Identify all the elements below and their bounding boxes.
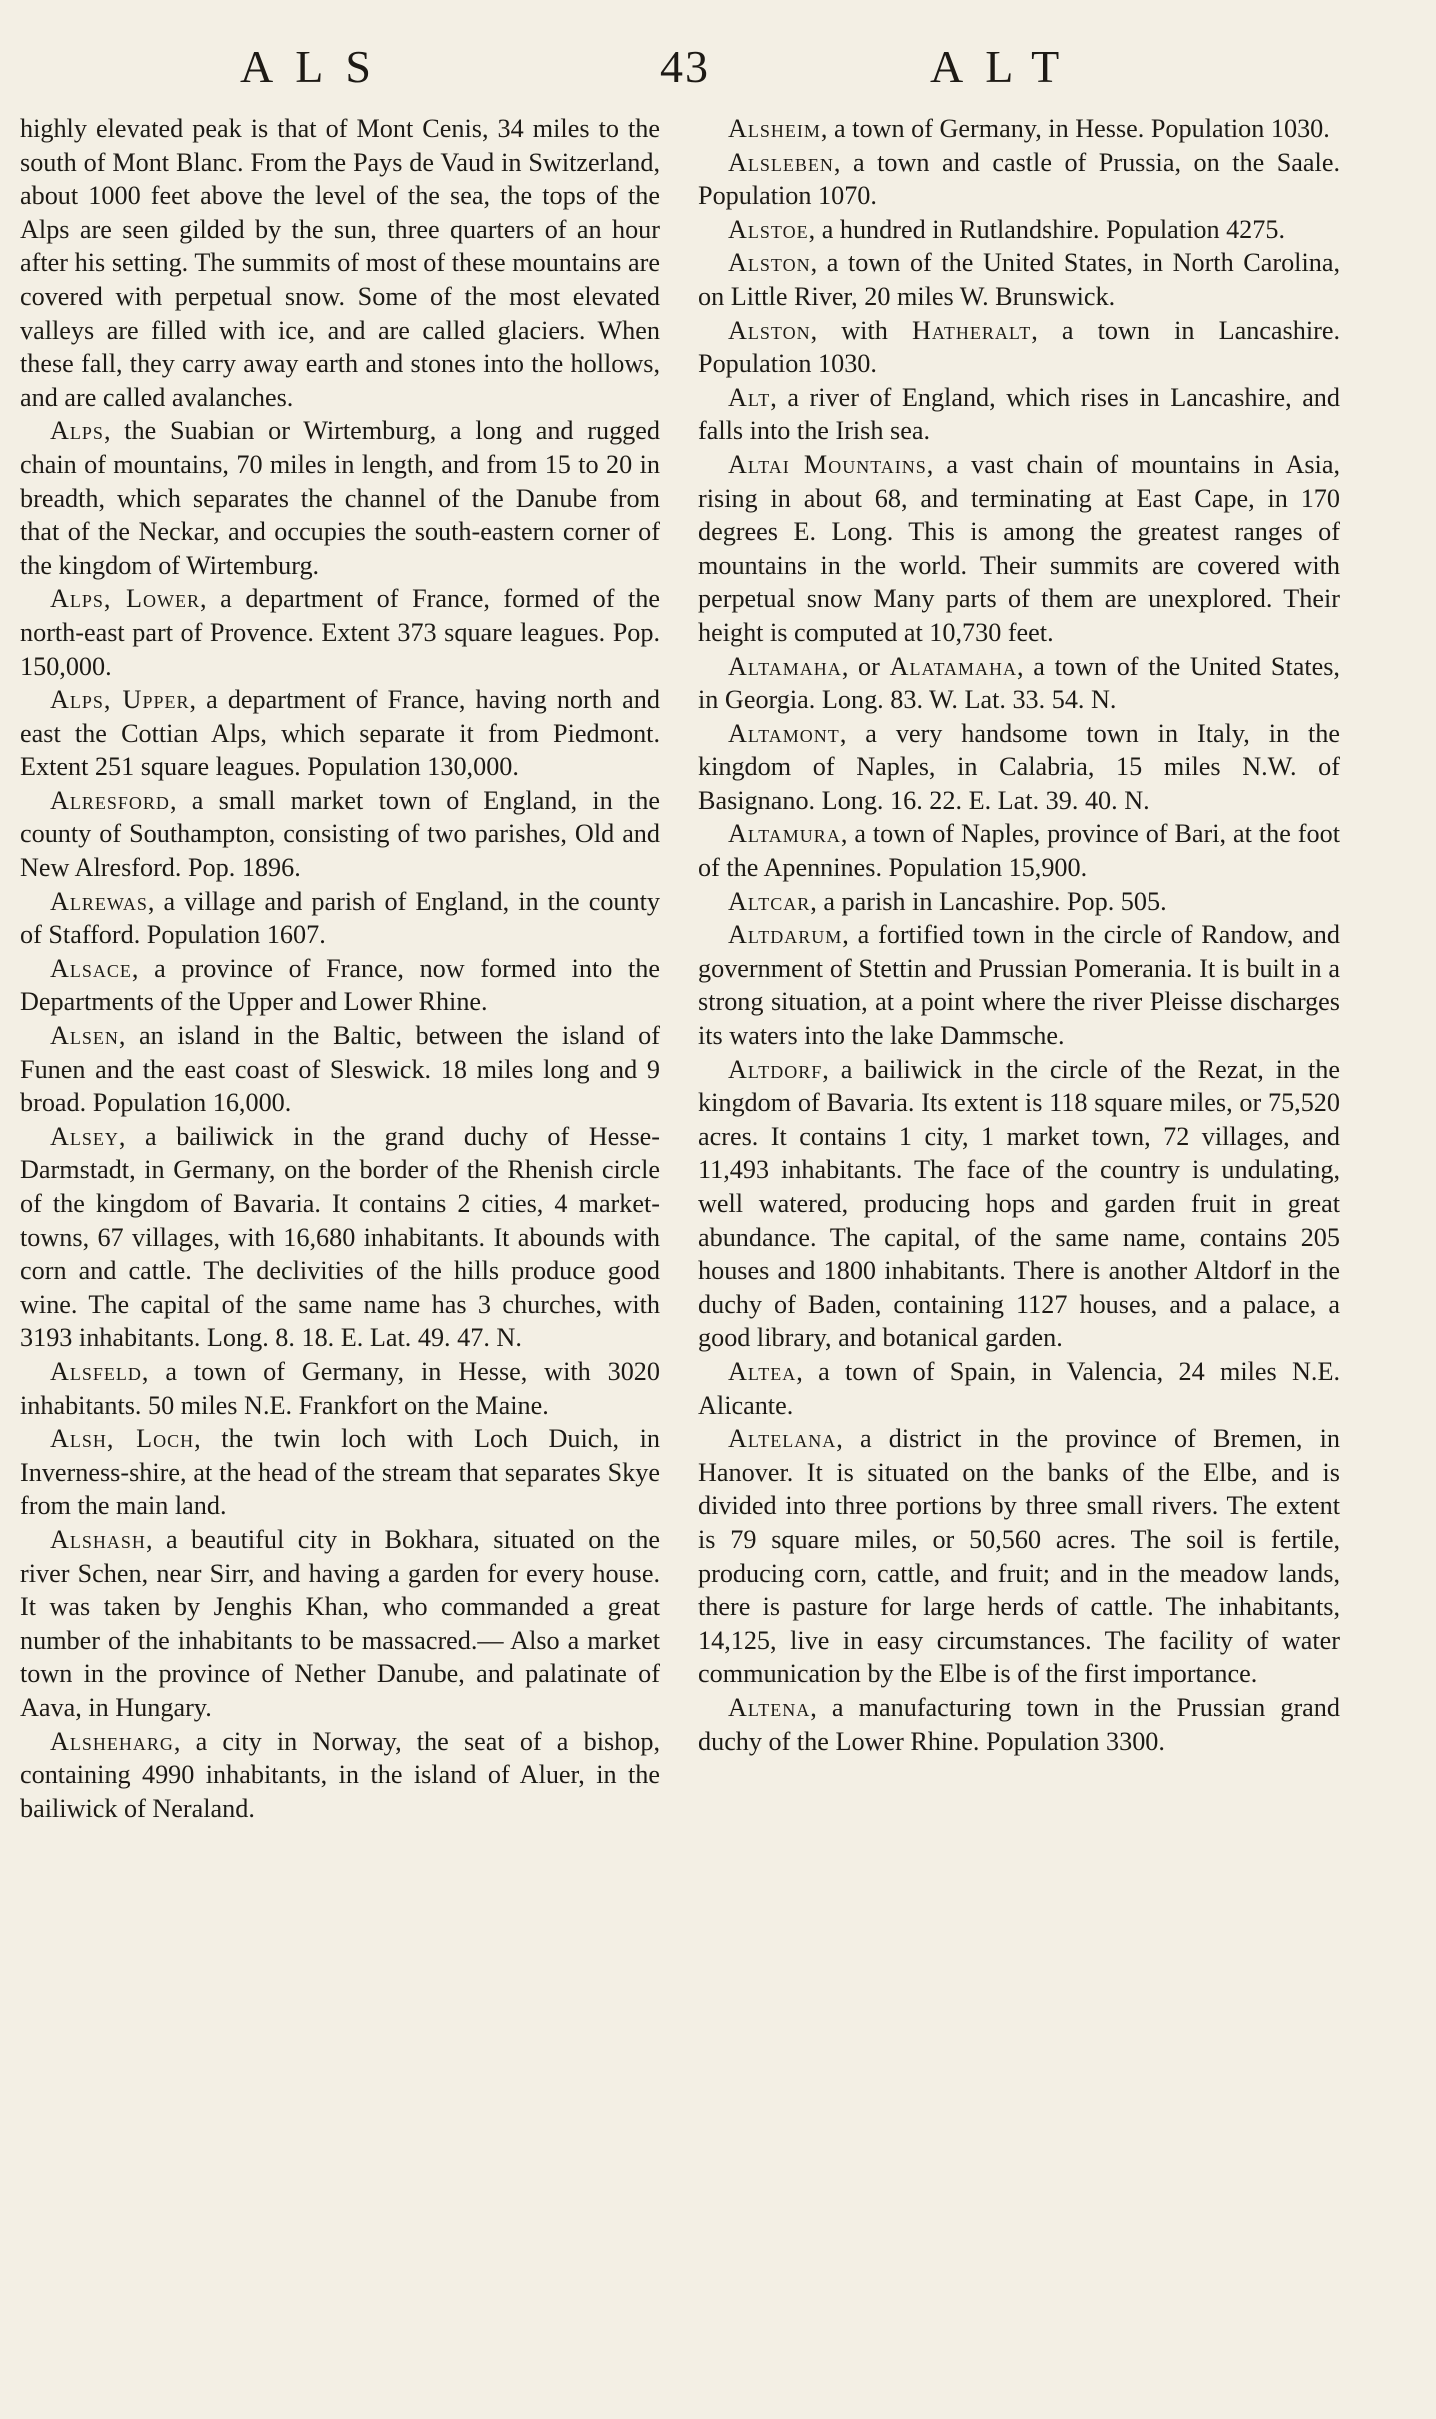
entry-text: , a town of Germany, in Hesse. Population 1030. [820, 114, 1330, 143]
gazetteer-entry [698, 246, 1340, 313]
gazetteer-entry [698, 1053, 1340, 1355]
entry-text: , a river of England, which rises in Lancashire, and falls into the Irish sea. [698, 382, 1340, 446]
gazetteer-entry [698, 650, 1340, 717]
entry-headword: Alstoe [728, 214, 809, 244]
entry-headword: Altea [728, 1356, 797, 1386]
entry-text: , a department of France, having north and east the Cottian Alps, which separate it from Piedmont. Extent 251 square leagues. Population 130,000. [20, 685, 660, 782]
entry-headword: Altai Mountains [728, 449, 927, 479]
entry-text: , a vast chain of mountains in Asia, rising in about 68, and terminating at East Cape, in 170 degrees E. Long. This is among the greatest ranges of mountains in the world. Their summits are covered with perpetual snow Many parts of them are unexplored. Their height is computed at 10,730 feet. [698, 449, 1341, 647]
gazetteer-entry [20, 582, 660, 683]
gazetteer-entry [698, 885, 1340, 919]
gazetteer-entry [20, 1019, 660, 1120]
running-head-left: ALS [240, 41, 393, 92]
entry-headword: Altena [728, 1692, 811, 1722]
entry-text: , or [841, 651, 890, 681]
entry-headword: Altamont [728, 718, 840, 748]
gazetteer-entry [698, 1355, 1340, 1422]
entry-text: , a town and castle of Prussia, on the Saale. Population 1070. [698, 147, 1340, 211]
gazetteer-entry [20, 952, 660, 1019]
entry-headword: Alston [728, 248, 811, 278]
entry-headword: Altelana [728, 1424, 837, 1454]
entry-headword: Alps [50, 416, 104, 446]
entry-text-secondary: , a town of the United States, in Georgia. Long. 83. W. Lat. 33. 54. N. [698, 651, 1340, 715]
entry-headword: Alston [728, 315, 811, 345]
entry-headword: Alsheim [728, 114, 821, 143]
entry-text: , a very handsome town in Italy, in the kingdom of Naples, in Calabria, 15 miles N.W. of Basignano. Long. 16. 22. E. Lat. 39. 40. N. [698, 718, 1340, 815]
entry-text: , a district in the province of Bremen, in Hanover. It is situated on the banks of the Elbe, and is divided into three portions by three small rivers. The extent is 79 square miles, or 50,560 acres. The soil is fertile, producing corn, cattle, and fruit; and in the meadow lands, there is pasture for large herds of cattle. The inhabitants, 14,125, live in easy circumstances. The facility of water communication by the Elbe is of the first importance. [698, 1424, 1340, 1689]
gazetteer-entry [20, 1120, 660, 1355]
entry-text: highly elevated peak is that of Mont Cenis, 34 miles to the south of Mont Blanc. From the Pays de Vaud in Switzerland, about 1000 feet above the level of the sea, the tops of the Alps are seen gilded by the sun, three quarters of an hour after his setting. The summits of most of these mountains are covered with perpetual snow. Some of the most elevated valleys are filled with ice, and are called glaciers. When these fall, they carry away earth and stones into the hollows, and are called avalanches. [20, 114, 660, 412]
gazetteer-entry [698, 918, 1340, 1052]
entry-headword: Alt [728, 382, 771, 412]
entry-headword: Altdarum [728, 920, 843, 950]
entry-text: , a bailiwick in the circle of the Rezat, in the kingdom of Bavaria. Its extent is 118 square miles, or 75,520 acres. It contains 1 city, 1 market town, 72 villages, and 11,493 inhabitants. The face of the country is undulating, well watered, producing hops and garden fruit in great abundance. The capital, of the same name, contains 205 houses and 1800 inhabitants. There is another Altdorf in the duchy of Baden, containing 1127 houses, and a palace, a good library, and botanical garden. [698, 1054, 1340, 1353]
gazetteer-entry [698, 717, 1340, 818]
gazetteer-entry [698, 213, 1340, 247]
entry-text: , with [810, 315, 912, 345]
entry-headword: Altamura [728, 819, 841, 849]
entry-headword: Alsheharg [50, 1726, 174, 1756]
entry-text: , a village and parish of England, in the county of Stafford. Population 1607. [20, 886, 660, 950]
gazetteer-entry [20, 1725, 660, 1826]
entry-headword-secondary: Alatamaha [889, 651, 1018, 681]
entry-headword: Alsfeld [50, 1356, 142, 1386]
entry-headword: Alsleben [728, 147, 834, 177]
gazetteer-entry [698, 112, 1340, 146]
gazetteer-entry [20, 885, 660, 952]
entry-headword: Altdorf [728, 1054, 823, 1084]
page-number: 43 [660, 41, 710, 92]
entry-headword: Alps, Upper [50, 685, 190, 715]
gazetteer-entry [698, 314, 1340, 381]
entry-text: , a city in Norway, the seat of a bishop, containing 4990 inhabitants, in the island of Aluer, in the bailiwick of Neraland. [20, 1726, 660, 1823]
entry-text: , a bailiwick in the grand duchy of Hesse-Darmstadt, in Germany, on the border of the Rhenish circle of the kingdom of Bavaria. It contains 2 cities, 4 market-towns, 67 villages, with 16,680 inhabitants. It abounds with corn and cattle. The declivities of the hills produce good wine. The capital of the same name has 3 churches, with 3193 inhabitants. Long. 8. 18. E. Lat. 49. 47. N. [20, 1121, 660, 1353]
entry-headword: Alps, Lower [50, 584, 201, 614]
entry-headword: Alsen [50, 1021, 119, 1051]
entry-headword: Alsace [50, 953, 132, 983]
entry-text-secondary: , a town in Lancashire. Population 1030. [698, 315, 1340, 379]
gazetteer-entry [20, 1355, 660, 1422]
gazetteer-entry [20, 1422, 660, 1523]
entry-text: , a hundred in Rutlandshire. Population 4275. [808, 214, 1286, 244]
gazetteer-entry [698, 817, 1340, 884]
entry-text: , a town of Naples, province of Bari, at the foot of the Apennines. Population 15,900. [698, 819, 1340, 883]
gazetteer-entry [20, 1523, 660, 1725]
entry-headword: Alrewas [50, 886, 148, 916]
running-head [0, 40, 1436, 110]
left-column [20, 112, 660, 1825]
gazetteer-entry [20, 784, 660, 885]
gazetteer-entry [20, 683, 660, 784]
gazetteer-entry [20, 414, 660, 582]
gazetteer-entry [698, 1691, 1340, 1758]
entry-text: , a parish in Lancashire. Pop. 505. [810, 886, 1167, 916]
gazetteer-entry [698, 448, 1340, 650]
gazetteer-entry [698, 146, 1340, 213]
entry-text: , a town of Spain, in Valencia, 24 miles N.E. Alicante. [698, 1356, 1340, 1420]
running-head-right: ALT [930, 41, 1082, 92]
gazetteer-entry [698, 1422, 1340, 1691]
entry-headword: Altcar [728, 886, 811, 916]
entry-text: , the Suabian or Wirtemburg, a long and rugged chain of mountains, 70 miles in length, and from 15 to 20 in breadth, which separates the channel of the Danube from that of the Neckar, and occupies the south-eastern corner of the kingdom of Wirtemburg. [20, 416, 660, 580]
entry-text: , the twin loch with Loch Duich, in Inverness-shire, at the head of the stream that separates Skye from the main land. [20, 1424, 661, 1521]
entry-text: , an island in the Baltic, between the island of Funen and the east coast of Sleswick. 18 miles long and 9 broad. Population 16,000. [20, 1021, 660, 1118]
entry-text: , a fortified town in the circle of Randow, and government of Stettin and Prussian Pomerania. It is built in a strong situation, at a point where the river Pleisse discharges its waters into the lake Dammsche. [698, 920, 1340, 1051]
entry-headword: Altamaha [728, 651, 842, 681]
entry-text: , a manufacturing town in the Prussian grand duchy of the Lower Rhine. Population 3300. [698, 1692, 1340, 1756]
gazetteer-entry [20, 112, 660, 414]
entry-headword: Alsey [50, 1121, 119, 1151]
entry-headword: Alshash [50, 1524, 146, 1554]
entry-headword: Alsh, Loch [50, 1424, 195, 1454]
right-column [698, 112, 1340, 1758]
entry-text: , a small market town of England, in the county of Southampton, consisting of two parishes, Old and New Alresford. Pop. 1896. [20, 785, 660, 883]
entry-text: , a province of France, now formed into the Departments of the Upper and Lower Rhine. [20, 953, 660, 1017]
entry-text: , a department of France, formed of the north-east part of Provence. Extent 373 square leagues. Pop. 150,000. [20, 584, 660, 681]
entry-text: , a town of the United States, in North Carolina, on Little River, 20 miles W. Brunswick. [698, 248, 1340, 311]
entry-headword: Alresford [50, 785, 170, 815]
entry-text: , a beautiful city in Bokhara, situated on the river Schen, near Sirr, and having a garden for every house. It was taken by Jenghis Khan, who commanded a great number of the inhabitants to be massacred.— Also a market town in the province of Nether Danube, and palatinate of Aava, in Hungary. [20, 1524, 660, 1722]
entry-headword-secondary: Hatheralt [911, 315, 1032, 345]
gazetteer-entry [698, 381, 1340, 448]
entry-text: , a town of Germany, in Hesse, with 3020 inhabitants. 50 miles N.E. Frankfort on the Maine. [20, 1356, 660, 1420]
